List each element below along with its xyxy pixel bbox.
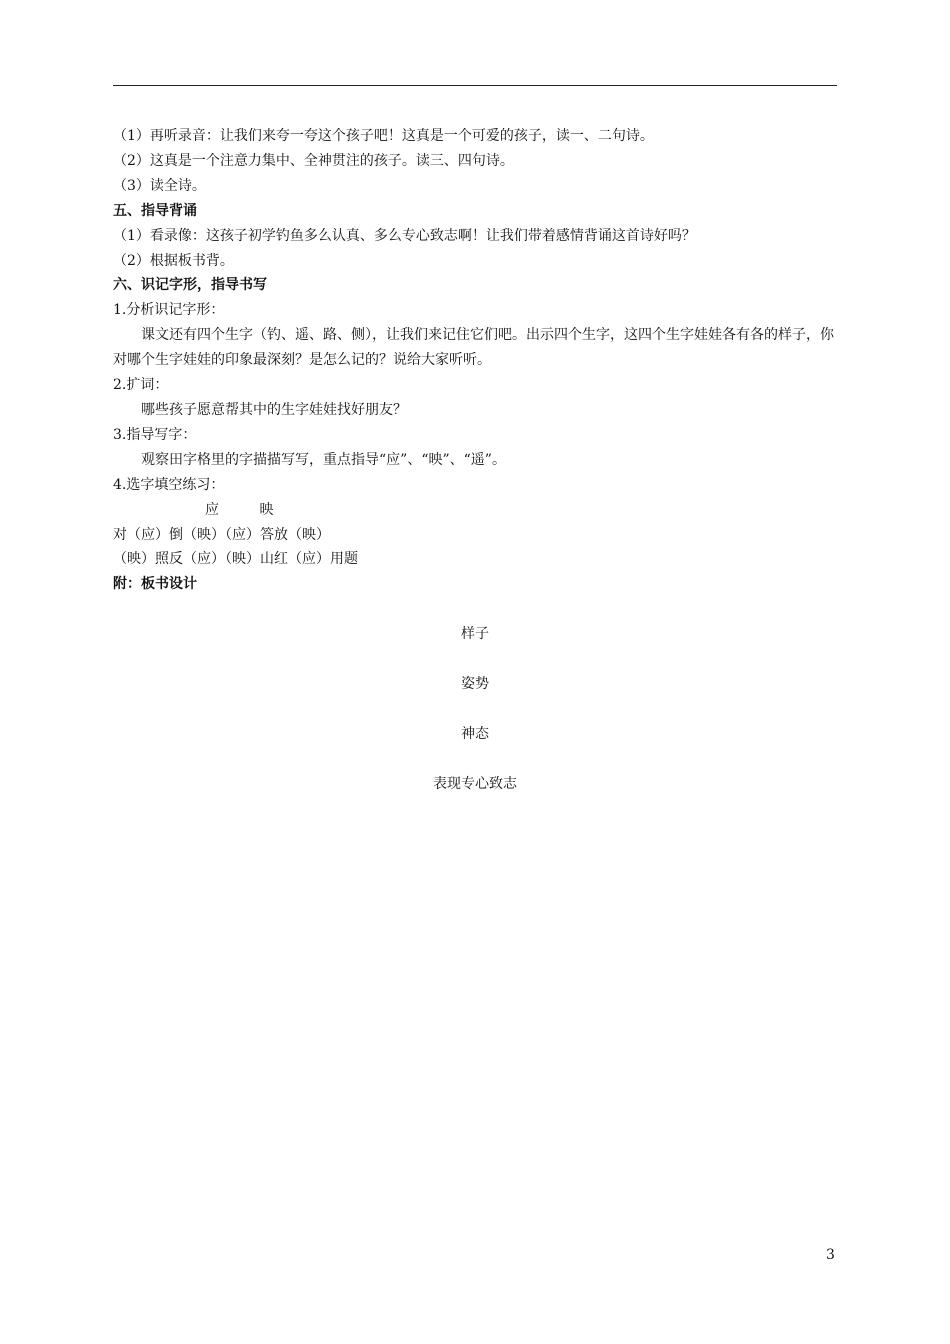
paragraph: 课文还有四个生字（钓、遥、路、侧），让我们来记住它们吧。出示四个生字，这四个生字娃娃各有各的样子，你对哪个生字娃娃的印象最深刻？是怎么记的？说给大家听听。: [113, 327, 834, 369]
board-item: 姿势: [461, 676, 489, 692]
header-rule: [113, 85, 837, 86]
page-number: 3: [826, 1247, 835, 1263]
board-item: 表现专心致志: [433, 776, 517, 792]
exercise-line: （映）照反（应）（映）山红（应）用题: [113, 551, 358, 568]
board-item: 样子: [461, 626, 489, 642]
paragraph: （2）这真是一个注意力集中、全神贯注的孩子。读三、四句诗。: [113, 152, 514, 169]
choice-char: 映: [259, 501, 274, 518]
section-heading: 附：板书设计: [113, 576, 197, 593]
subheading: 1.分析识记字形：: [113, 302, 225, 319]
choice-characters: [113, 498, 837, 523]
section-heading: 五、指导背诵: [113, 202, 197, 219]
paragraph: （1）看录像：这孩子初学钓鱼多么认真、多么专心致志啊！让我们带着感情背诵这首诗好吗？: [113, 227, 696, 244]
blackboard-design: [113, 620, 837, 820]
subheading: 3.指导写字：: [113, 426, 197, 443]
paragraph: （2）根据板书背。: [113, 252, 234, 269]
document-body: [113, 124, 837, 597]
exercise-line: 对（应）倒（映）（应）答放（映）: [113, 526, 330, 543]
paragraph: 观察田字格里的字描描写写，重点指导“应”、“映”、“遥”。: [141, 451, 506, 468]
section-heading: 六、识记字形，指导书写: [113, 277, 267, 294]
paragraph: （3）读全诗。: [113, 177, 206, 194]
subheading: 4.选字填空练习：: [113, 476, 225, 493]
board-item: 神态: [461, 726, 489, 742]
subheading: 2.扩词：: [113, 377, 169, 394]
paragraph: （1）再听录音：让我们来夸一夸这个孩子吧！这真是一个可爱的孩子，读一、二句诗。: [113, 128, 654, 144]
choice-char: 应: [205, 501, 219, 518]
paragraph: 哪些孩子愿意帮其中的生字娃娃找好朋友？: [141, 401, 407, 418]
